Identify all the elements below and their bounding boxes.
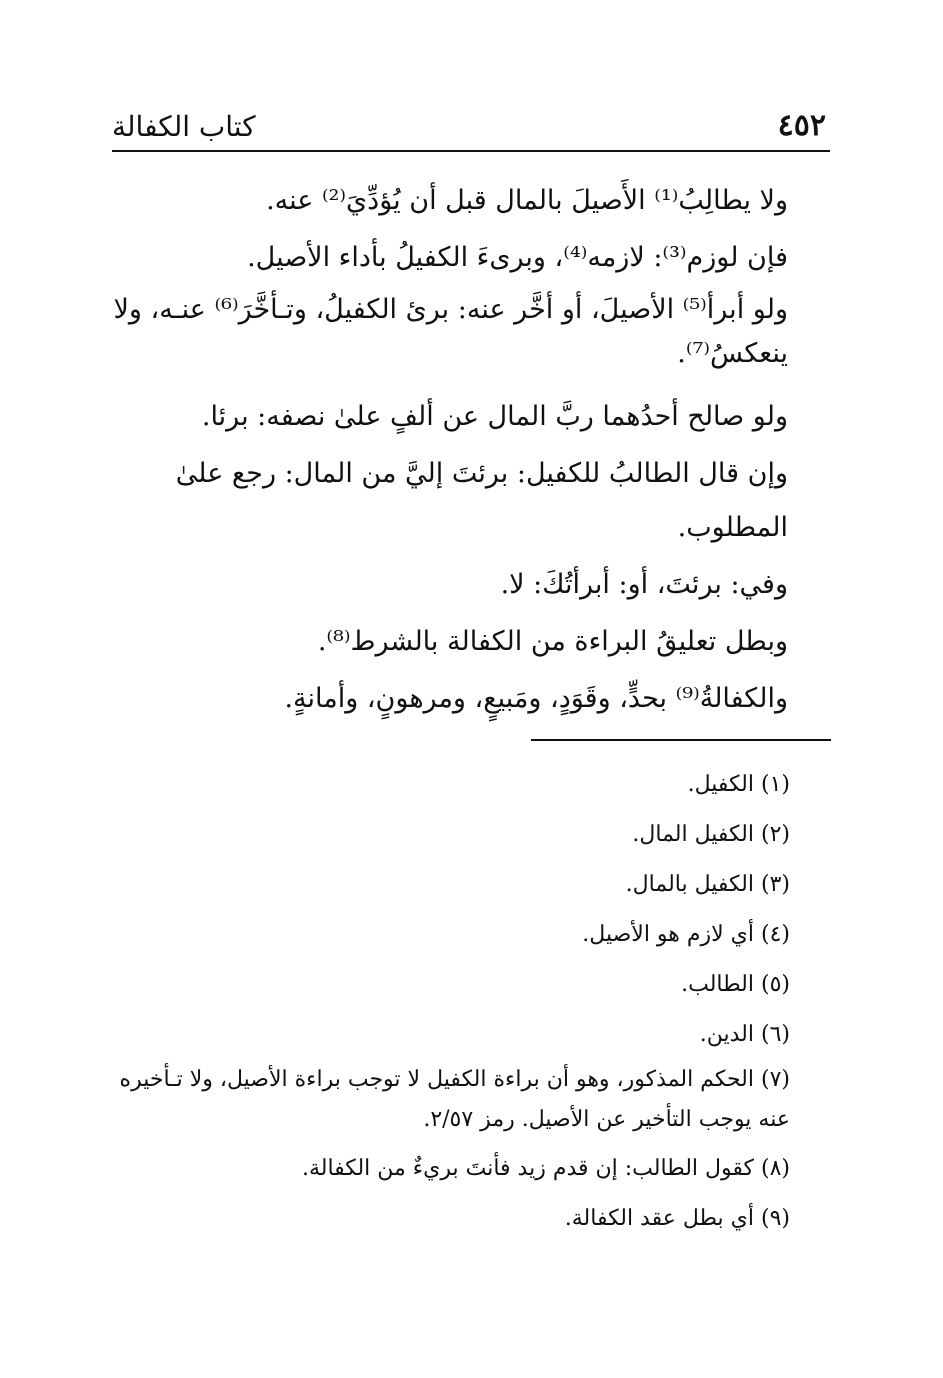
paragraph: ولا يطالِبُ⁽¹⁾ الأَصيلَ بالمال قبل أن يُؤدِّيَ⁽²⁾ عنه. [266,185,788,216]
main-text [112,174,788,729]
paragraph: وإن قال الطالبُ للكفيل: برئتَ إليَّ من المال: رجع علىٰ المطلوب. [175,458,788,543]
footnotes [118,760,836,1244]
paragraph: وبطل تعليقُ البراءة من الكفالة بالشرط⁽⁸⁾. [317,626,788,657]
page-number: ٤٥٢ [777,108,826,143]
footnote: (٨) كقول الطالب: إن قدم زيد فأنتَ بريءٌ من الكفالة. [301,1156,790,1181]
footnote: (١) الكفيل. [687,772,790,797]
paragraph: والكفالةُ⁽⁹⁾ بحدٍّ، وقَوَدٍ، ومَبيعٍ، ومرهونٍ، وأمانةٍ. [284,683,788,714]
running-header [112,106,830,152]
footnote: (٤) أي لازم هو الأصيل. [582,922,790,947]
footnote: (٦) الدين. [699,1022,790,1047]
paragraph: ولو أبرأ⁽⁵⁾ الأصيلَ، أو أخَّر عنه: برئ الكفيلُ، وتـأخَّرَ⁽⁶⁾ عنـه، ولا ينعكسُ⁽⁷⁾. [113,294,788,369]
paragraph: فإن لوزم⁽³⁾: لازمه⁽⁴⁾، وبرىءَ الكفيلُ بأداء الأصيل. [247,242,788,273]
footnote: (٧) الحكم المذكور، وهو أن براءة الكفيل لا توجب براءة الأصيل، ولا تـأخيره عنه يوجب التأخير عن الأصيل. رمز ٢/٥٧. [119,1067,790,1132]
paragraph: ولو صالح أحدُهما ربَّ المال عن ألفٍ علىٰ نصفه: برئا. [201,401,788,432]
footnote: (٩) أي بطل عقد الكفالة. [564,1206,790,1231]
footnote-separator [531,739,831,741]
footnote: (٥) الطالب. [681,972,790,997]
book-title: كتاب الكفالة [112,110,256,143]
footnote: (٢) الكفيل المال. [632,822,790,847]
footnote: (٣) الكفيل بالمال. [625,872,790,897]
paragraph: وفي: برئتَ، أو: أبرأتُكَ: لا. [500,569,788,600]
